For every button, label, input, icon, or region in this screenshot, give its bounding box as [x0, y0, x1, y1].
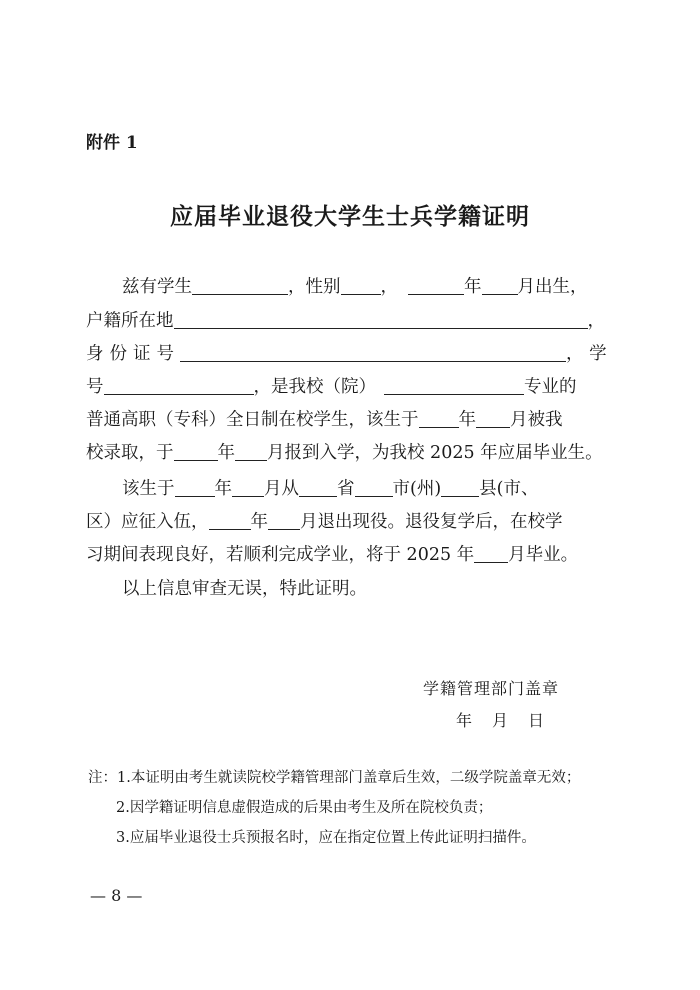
text: 月毕业。	[508, 545, 579, 565]
paragraph-line	[86, 306, 606, 336]
paragraph-line	[86, 372, 606, 402]
note-item: 2.因学籍证明信息虚假造成的后果由考生及所在院校负责；	[116, 800, 493, 816]
paragraph-line	[86, 574, 606, 604]
document-title: 应届毕业退役大学生士兵学籍证明	[170, 203, 530, 230]
stamp-label: 学籍管理部门盖章	[423, 679, 560, 698]
blank-province[interactable]	[299, 476, 337, 497]
text: 该生于	[122, 479, 175, 499]
text: ，是我校（院）	[253, 377, 376, 397]
text: 月退出现役。退役复学后，在校学	[300, 512, 563, 532]
text: 月从	[264, 479, 299, 499]
blank-admit-year[interactable]	[419, 407, 459, 428]
blank-student-name[interactable]	[192, 274, 288, 295]
text: 普通高职（专科）全日制在校学生，该生于	[86, 410, 419, 430]
text: 户籍所在地	[86, 311, 174, 331]
text: 以上信息审查无误，特此证明。	[122, 579, 367, 599]
text: 年	[250, 512, 268, 532]
text: ，	[380, 277, 398, 297]
paragraph-line	[86, 474, 606, 504]
paragraph-line	[86, 405, 606, 435]
text: 年	[217, 443, 235, 463]
blank-gender[interactable]	[341, 274, 381, 295]
text: 月报到入学，为我校 2025 年应届毕业生。	[267, 443, 603, 463]
date-day: 日	[528, 711, 545, 730]
blank-county[interactable]	[441, 476, 479, 497]
text: 区）应征入伍，	[86, 512, 209, 532]
text: ， 学	[566, 344, 607, 364]
page-number: — 8 —	[90, 886, 143, 905]
date-month: 月	[492, 711, 509, 730]
text: 习期间表现良好，若顺利完成学业，将于 2025 年	[86, 545, 475, 565]
blank-discharge-month[interactable]	[268, 509, 300, 530]
date-year: 年	[456, 711, 473, 730]
paragraph-line	[86, 272, 606, 302]
attachment-label: 附件 1	[86, 133, 138, 153]
text: 县(市、	[479, 479, 539, 499]
text: 兹有学生	[122, 277, 192, 297]
blank-birth-year[interactable]	[408, 274, 464, 295]
blank-discharge-year[interactable]	[209, 509, 251, 530]
blank-household-location[interactable]	[174, 308, 588, 329]
text: 月出生，	[517, 277, 588, 297]
blank-graduation-month[interactable]	[474, 542, 508, 563]
text: 校录取，于	[86, 443, 174, 463]
paragraph-line	[86, 438, 606, 468]
paragraph-line	[86, 540, 606, 570]
blank-admit-month[interactable]	[476, 407, 510, 428]
blank-enlist-month[interactable]	[232, 476, 264, 497]
text: ，	[587, 311, 605, 331]
text: 市(州)	[392, 479, 442, 499]
note-item: 注：1.本证明由考生就读院校学籍管理部门盖章后生效，二级学院盖章无效；	[88, 770, 581, 786]
date-line	[456, 708, 544, 731]
text: 年	[458, 410, 476, 430]
blank-city[interactable]	[355, 476, 393, 497]
blank-enroll-year[interactable]	[174, 440, 218, 461]
note-item: 3.应届毕业退役士兵预报名时，应在指定位置上传此证明扫描件。	[116, 830, 536, 846]
paragraph-line	[86, 339, 606, 369]
blank-major[interactable]	[384, 374, 524, 395]
text: ，性别	[288, 277, 341, 297]
text: 身份证号	[86, 344, 180, 364]
paragraph-line	[86, 507, 606, 537]
text: 年	[214, 479, 232, 499]
blank-enroll-month[interactable]	[235, 440, 267, 461]
blank-id-number[interactable]	[180, 341, 566, 362]
blank-enlist-year[interactable]	[175, 476, 215, 497]
blank-student-id[interactable]	[104, 374, 254, 395]
text: 专业的	[524, 377, 577, 397]
text: 年	[464, 277, 482, 297]
text: 省	[337, 479, 355, 499]
blank-birth-month[interactable]	[482, 274, 518, 295]
text: 号	[86, 377, 104, 397]
text: 月被我	[510, 410, 563, 430]
